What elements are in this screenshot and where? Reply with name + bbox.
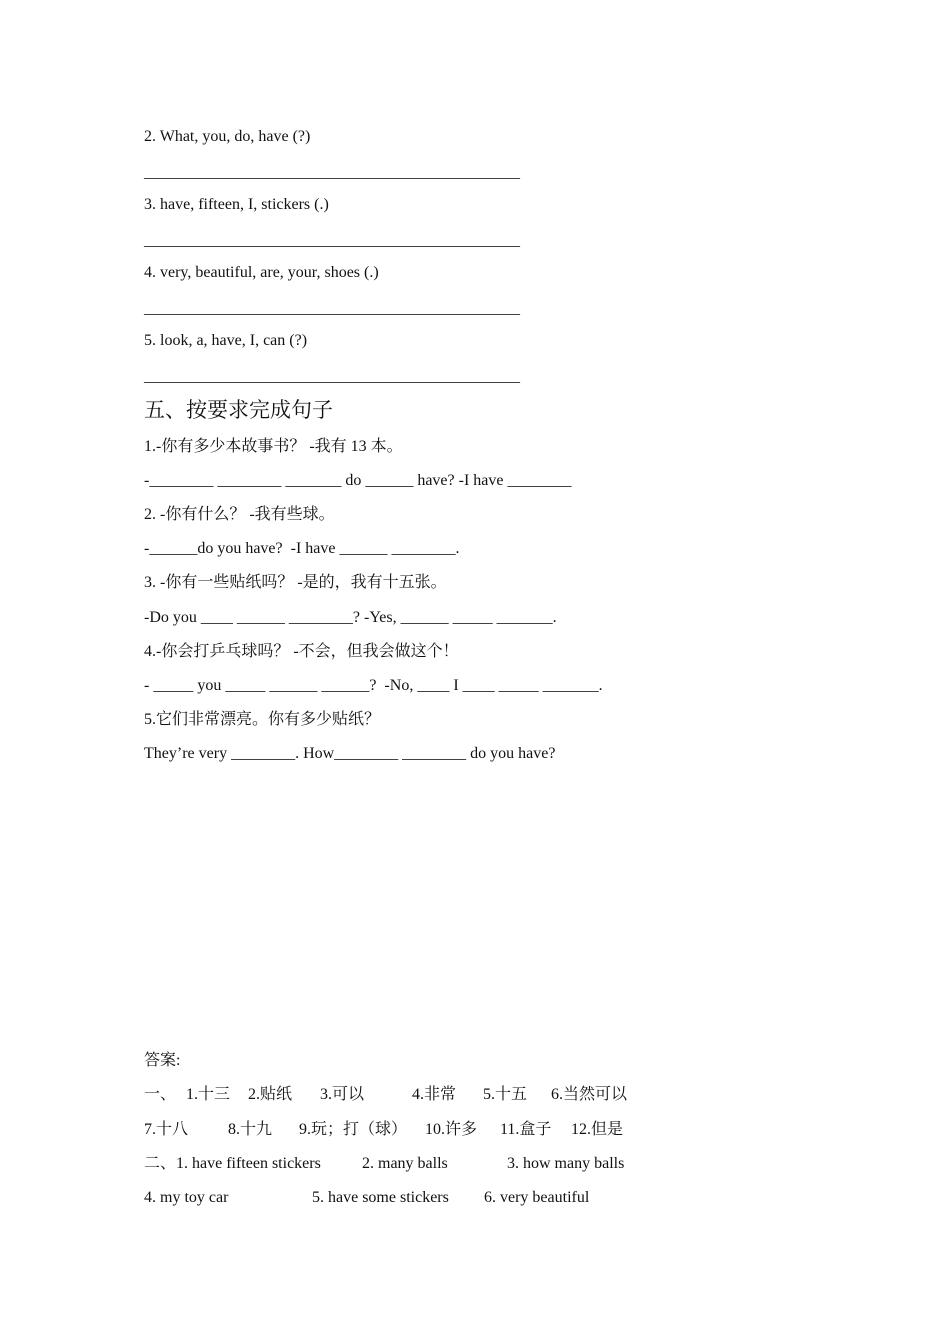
answer-item: 5.十五 [483,1086,528,1103]
answer-item: 12.但是 [571,1121,624,1138]
answer-item: 4. my toy car [144,1189,229,1206]
answers-row-2 [144,1120,664,1140]
answers-row-4 [144,1188,664,1208]
answer-item: 4.非常 [412,1086,457,1103]
answer-item: 一、 [144,1086,177,1103]
answer-item: 1.十三 [186,1086,231,1103]
answer-item: 2. many balls [362,1155,448,1172]
answer-item: 二、1. have fifteen stickers [144,1155,321,1172]
answer-item: 9.玩；打（球） [299,1121,408,1138]
section5-q4-english: - _____ you _____ ______ ______? -No, ____ I ____ _____ _______. [144,677,603,694]
reorder-question-3: 3. have, fifteen, I, stickers (.) [144,196,329,213]
answers-label: 答案: [144,1052,181,1069]
answer-item: 6. very beautiful [484,1189,590,1206]
answers-row-3 [144,1154,664,1174]
answer-item: 6.当然可以 [551,1086,628,1103]
answers-row-1 [144,1085,664,1105]
answer-item: 3. how many balls [507,1155,625,1172]
answer-blank-line: _______________________________________________ [144,368,520,385]
section5-q2-chinese: 2. -你有什么？ -我有些球。 [144,506,335,523]
section5-q2-english: -______do you have? -I have ______ ________. [144,540,460,557]
answer-item: 11.盒子 [500,1121,552,1138]
answer-item: 2.贴纸 [248,1086,293,1103]
section-5-title: 五、按要求完成句子 [144,398,333,422]
section5-q1-chinese: 1.-你有多少本故事书？ -我有 13 本。 [144,438,403,455]
section5-q5-chinese: 5.它们非常漂亮。你有多少贴纸？ [144,711,381,728]
answer-item: 10.许多 [425,1121,478,1138]
section5-q4-chinese: 4.-你会打乒乓球吗？ -不会，但我会做这个！ [144,643,459,660]
reorder-question-4: 4. very, beautiful, are, your, shoes (.) [144,264,379,281]
section5-q5-english: They’re very ________. How________ ________ do you have? [144,745,556,762]
answer-blank-line: _______________________________________________ [144,164,520,181]
section5-q1-english: -________ ________ _______ do ______ have? -I have ________ [144,472,572,489]
answer-blank-line: _______________________________________________ [144,300,520,317]
answer-item: 8.十九 [228,1121,273,1138]
section5-q3-chinese: 3. -你有一些贴纸吗？ -是的，我有十五张。 [144,574,447,591]
answer-item: 5. have some stickers [312,1189,449,1206]
answer-blank-line: _______________________________________________ [144,232,520,249]
answer-item: 3.可以 [320,1086,365,1103]
section5-q3-english: -Do you ____ ______ ________? -Yes, ______ _____ _______. [144,609,557,626]
reorder-question-2: 2. What, you, do, have (?) [144,128,311,145]
reorder-question-5: 5. look, a, have, I, can (?) [144,332,308,349]
answer-item: 7.十八 [144,1121,189,1138]
